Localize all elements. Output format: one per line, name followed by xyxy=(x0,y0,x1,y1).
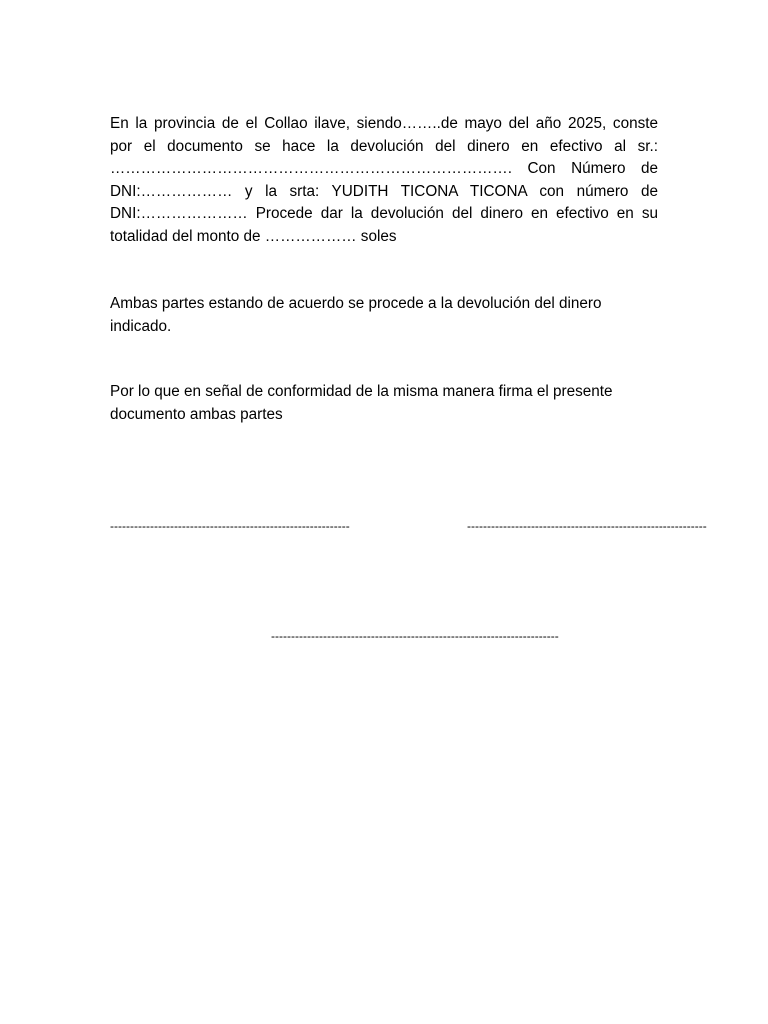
text-line: indicado. xyxy=(110,317,172,335)
text-line: documento ambas partes xyxy=(110,405,283,423)
text-line: Ambas partes estando de acuerdo se procede a la devolución del dinero xyxy=(110,295,602,312)
signature-line-left: ------------------------------------------------------------ xyxy=(110,519,350,533)
signature-line-right: ------------------------------------------------------------ xyxy=(467,519,707,533)
paragraph-return-statement xyxy=(110,113,658,249)
text-line: En la provincia de el Collao ilave, siendo……..de mayo del año 2025, conste xyxy=(110,115,658,132)
text-line: DNI:……………… y la srta: YUDITH TICONA TICONA con número de xyxy=(110,182,658,200)
text-line: DNI:………………… Procede dar la devolución del dinero en efectivo en su xyxy=(110,205,658,223)
paragraph-agreement xyxy=(110,293,658,338)
word-numero: Número xyxy=(571,160,626,178)
dotted-blank-name: ……………………………………………………………………. xyxy=(110,160,512,178)
paragraph-conformity xyxy=(110,381,658,426)
text-line: Por lo que en señal de conformidad de la misma manera firma el presente xyxy=(110,383,613,400)
signature-line-center: ------------------------------------------------------------------------ xyxy=(271,629,559,643)
text-line-justified xyxy=(110,158,658,181)
text-line: totalidad del monto de ……………… soles xyxy=(110,227,397,245)
text-line: por el documento se hace la devolución del dinero en efectivo al sr.: xyxy=(110,137,658,155)
word-con: Con xyxy=(527,160,556,178)
word-de: de xyxy=(640,160,658,178)
